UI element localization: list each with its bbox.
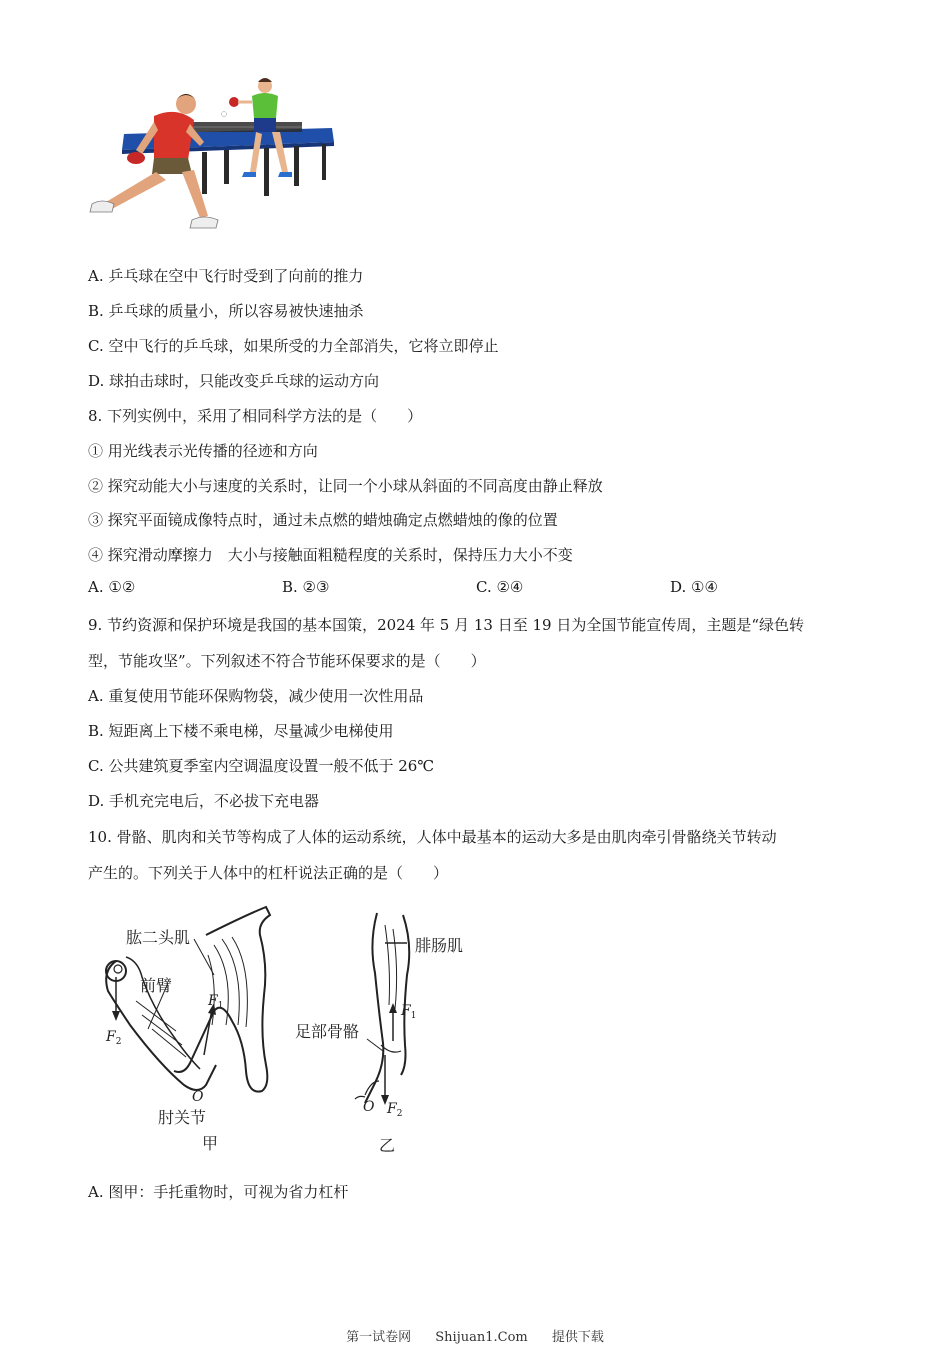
arm-muscle-label: 肱二头肌 xyxy=(126,928,191,947)
footer-site-name: 第一试卷网 xyxy=(346,1330,412,1345)
q8-item-1: ① 用光线表示光传播的径迹和方向 xyxy=(88,442,318,460)
leg-f1-label: $F_1$ xyxy=(401,1003,417,1021)
footer-suffix: 提供下载 xyxy=(551,1330,604,1345)
q9-option-a: A. 重复使用节能环保购物袋，减少使用一次性用品 xyxy=(88,687,424,705)
q10-stem-line-2: 产生的。下列关于人体中的杠杆说法正确的是（ ） xyxy=(88,864,449,882)
elbow-joint-label: 肘关节 xyxy=(158,1108,207,1127)
leg-f2-label: $F_2$ xyxy=(387,1101,403,1119)
arm-lever-figure xyxy=(96,905,296,1155)
q9-option-d: D. 手机充完电后，不必拔下充电器 xyxy=(88,792,320,810)
q8-option-b: B. ②③ xyxy=(282,578,330,596)
foot-bone-label: 足部骨骼 xyxy=(295,1022,360,1041)
q8-item-3: ③ 探究平面镜成像特点时，通过未点燃的蜡烛确定点燃蜡烛的像的位置 xyxy=(88,511,558,529)
q8-option-c: C. ②④ xyxy=(476,578,524,596)
footer-site-url[interactable]: Shijuan1.Com xyxy=(435,1330,528,1345)
q8-stem: 8. 下列实例中，采用了相同科学方法的是（ ） xyxy=(88,407,423,425)
leg-lever-figure xyxy=(285,905,485,1155)
arm-f2-label: $F_2$ xyxy=(106,1029,122,1047)
q9-option-c: C. 公共建筑夏季室内空调温度设置一般不低于 26℃ xyxy=(88,757,435,775)
arm-f1-label: $F_1$ xyxy=(208,993,224,1011)
q8-item-4: ④ 探究滑动摩擦力 大小与接触面粗糙程度的关系时，保持压力大小不变 xyxy=(88,546,573,564)
q10-option-a: A. 图甲：手托重物时，可视为省力杠杆 xyxy=(88,1183,349,1201)
q7-option-d: D. 球拍击球时，只能改变乒乓球的运动方向 xyxy=(88,372,380,390)
figure-yi-caption: 乙 xyxy=(379,1136,396,1155)
forearm-label: 前臂 xyxy=(140,976,173,995)
q8-option-d: D. ①④ xyxy=(670,578,718,596)
q8-item-2: ② 探究动能大小与速度的关系时，让同一个小球从斜面的不同高度由静止释放 xyxy=(88,477,603,495)
q10-stem-line-1: 10. 骨骼、肌肉和关节等构成了人体的运动系统，人体中最基本的运动大多是由肌肉牵引骨骼绕关节转动 xyxy=(88,828,777,846)
q9-stem-line-1: 9. 节约资源和保护环境是我国的基本国策，2024 年 5 月 13 日至 19 日为全国节能宣传周，主题是“绿色转 xyxy=(88,616,805,634)
q7-option-c: C. 空中飞行的乒乓球，如果所受的力全部消失，它将立即停止 xyxy=(88,337,499,355)
q7-option-a: A. 乒乓球在空中飞行时受到了向前的推力 xyxy=(88,267,364,285)
q9-option-b: B. 短距离上下楼不乘电梯，尽量减少电梯使用 xyxy=(88,722,394,740)
page-footer xyxy=(0,1326,950,1345)
figure-jia-caption: 甲 xyxy=(202,1134,219,1153)
q7-option-b: B. 乒乓球的质量小，所以容易被快速抽杀 xyxy=(88,302,364,320)
ping-pong-illustration xyxy=(84,72,336,242)
arm-pivot-label: O xyxy=(192,1089,204,1105)
q9-stem-line-2: 型，节能攻坚”。下列叙述不符合节能环保要求的是（ ） xyxy=(88,652,486,670)
leg-muscle-label: 腓肠肌 xyxy=(415,936,464,955)
leg-pivot-label: O xyxy=(363,1099,375,1115)
q8-option-a: A. ①② xyxy=(88,578,136,596)
q8-options-row xyxy=(88,578,868,598)
